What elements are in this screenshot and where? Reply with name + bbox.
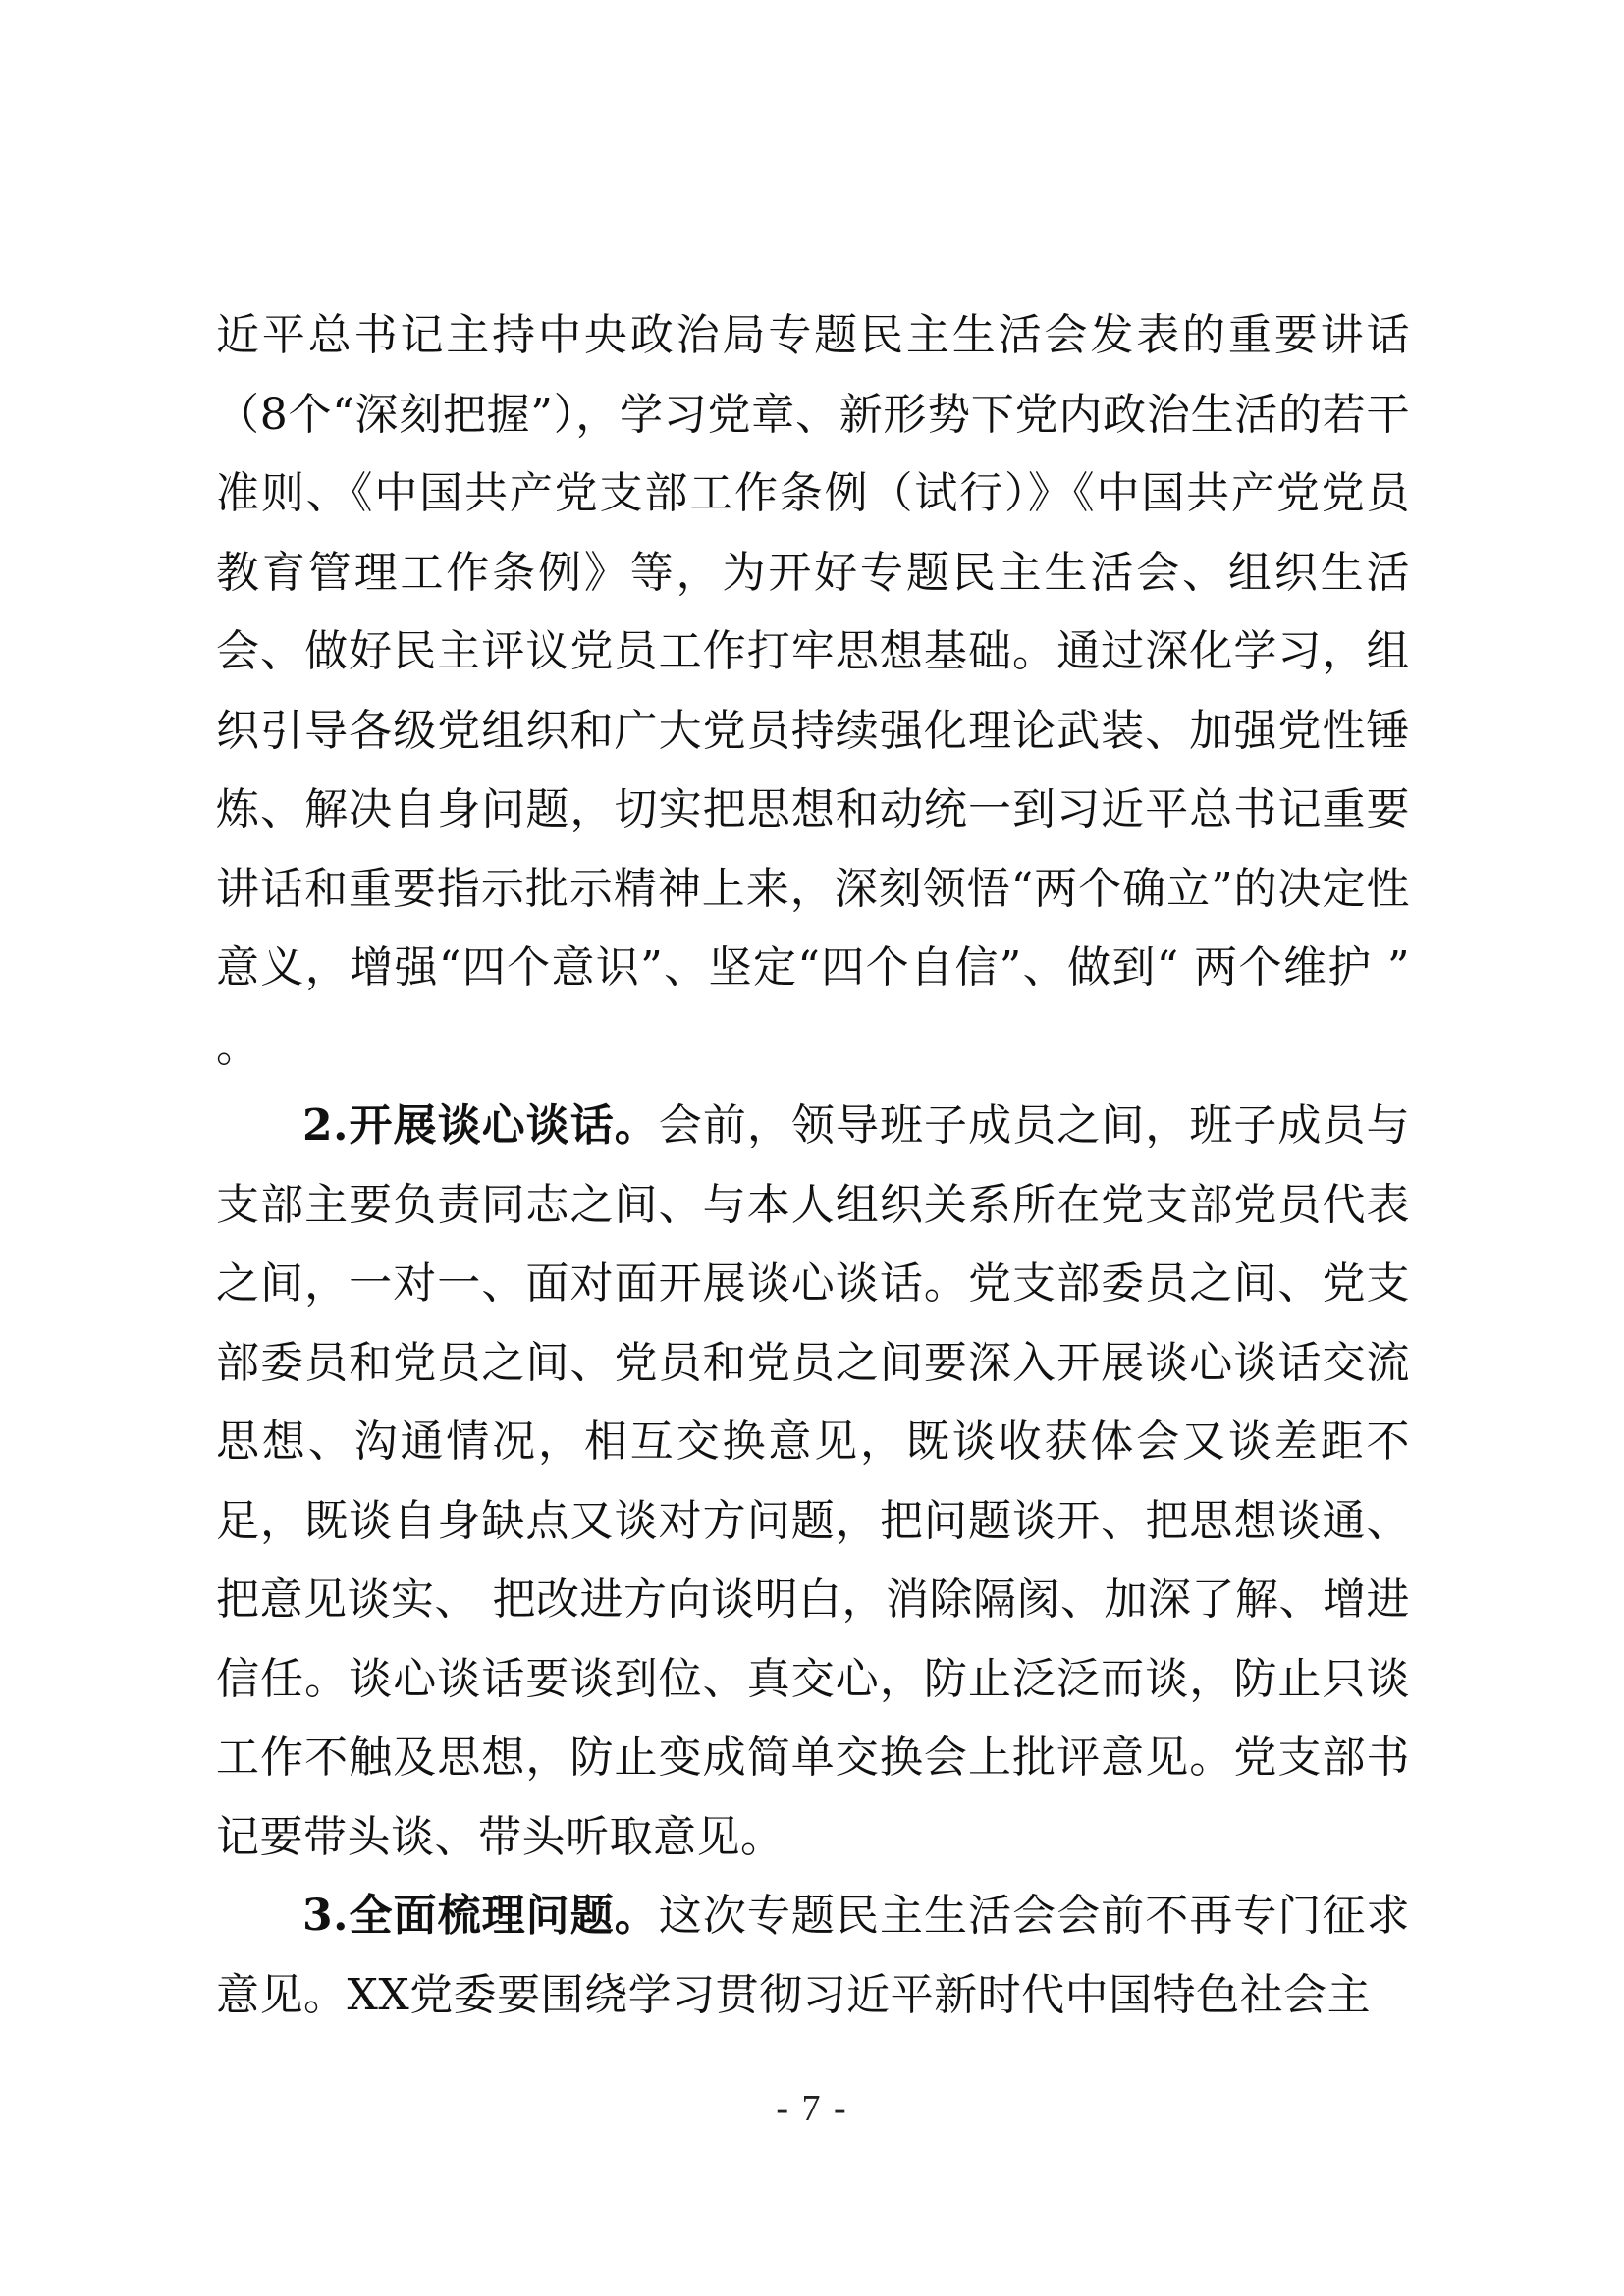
paragraph-text: 近平总书记主持中央政治局专题民主生活会发表的重要讲话（8个“深刻把握”），学习党章、新形势下党内政治生活的若干准则、《中国共产党支部工作条例（试行）》《中国共产党党员教育管理工作条例》等，为开好专题民主生活会、组织生活会、做好民主评议党员工作打牢思想基础。通过深化学习，组织引导各级党组织和广大党员持续强化理论武装、加强党性锤炼、解决自身问题，切实把思想和动统一到习近平总书记重要讲话和重要指示批示精神上来，深刻领悟“两个确立”的决定性意义，增强“四个意识”、坚定“四个自信”、做到“ 两个维护 ” 。 bbox=[216, 310, 1410, 1072]
page-number: - 7 - bbox=[776, 2088, 848, 2129]
paragraph-text: 这次专题民主生活会会前不再专门征求意见。XX党委要围绕学习贯彻习近平新时代中国特色社会主 bbox=[216, 1891, 1411, 2020]
body-text bbox=[216, 296, 1410, 2035]
paragraph-continuation bbox=[216, 296, 1410, 1087]
paragraph-text: 会前，领导班子成员之间，班子成员与支部主要负责同志之间、与本人组织关系所在党支部党员代表之间，一对一、面对面开展谈心谈话。党支部委员之间、党支部委员和党员之间、党员和党员之间要深入开展谈心谈话交流思想、沟通情况，相互交换意见，既谈收获体会又谈差距不足，既谈自身缺点又谈对方问题，把问题谈开、把思想谈通、把意见谈实、 把改进方向谈明白，消除隔阂、加深了解、增进信任。谈心谈话要谈到位、真交心，防止泛泛而谈，防止只谈工作不触及思想，防止变成简单交换会上批评意见。党支部书记要带头谈、带头听取意见。 bbox=[216, 1100, 1411, 1862]
paragraph-heading: 3.全面梳理问题。 bbox=[302, 1891, 659, 1941]
paragraph-talk-heart-to-heart bbox=[216, 1087, 1410, 1877]
paragraph-sort-out-problems bbox=[216, 1877, 1410, 2035]
paragraph-heading: 2.开展谈心谈话。 bbox=[302, 1100, 659, 1150]
